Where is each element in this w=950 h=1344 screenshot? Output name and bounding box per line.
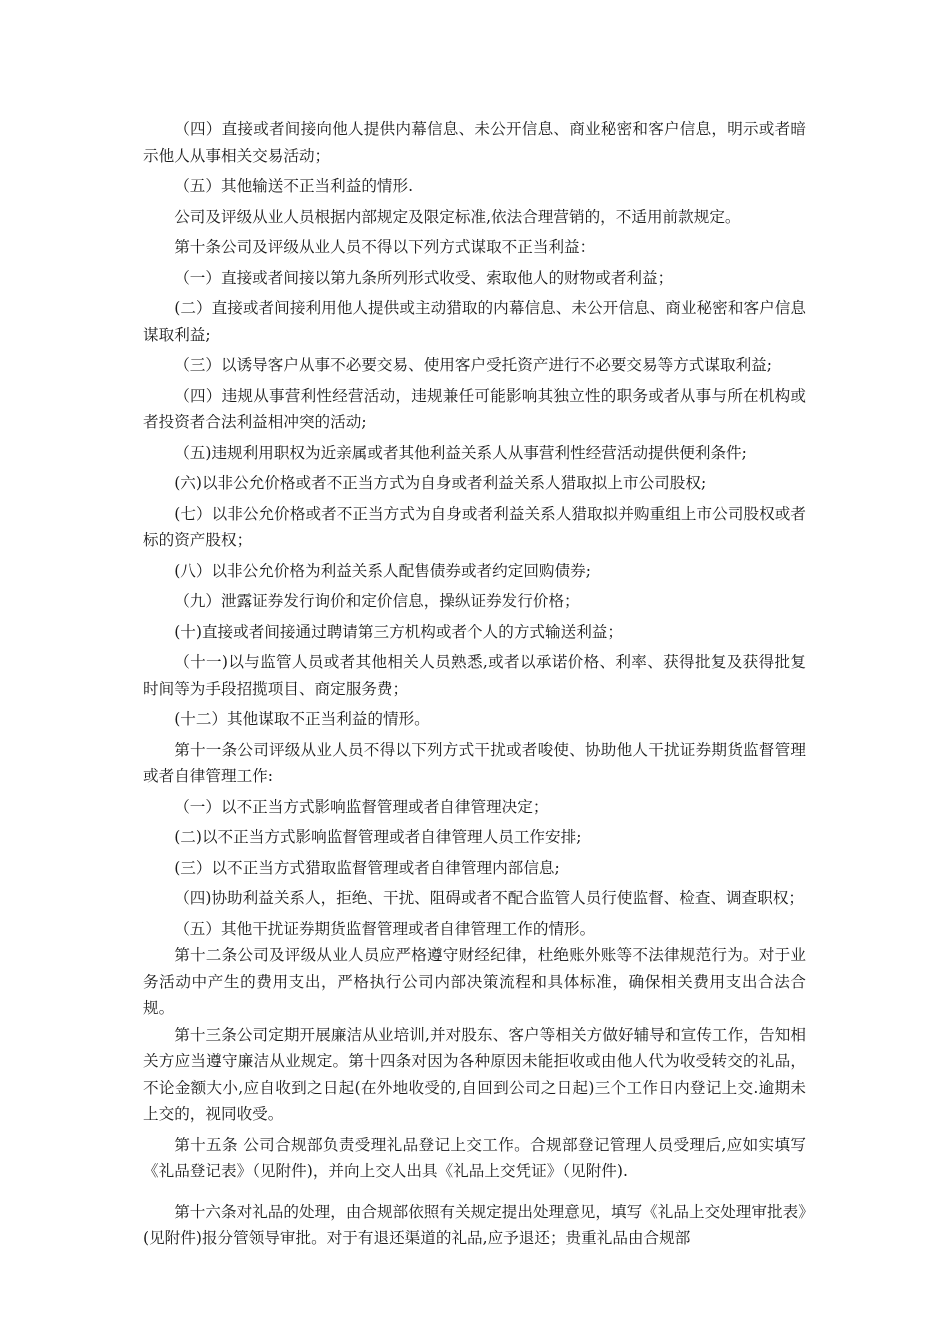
document-body — [143, 116, 806, 1256]
paragraph: （四）违规从事营利性经营活动，违规兼任可能影响其独立性的职务或者从事与所在机构或者投资者合法利益相冲突的活动; — [143, 386, 806, 431]
paragraph: 第十一条公司评级从业人员不得以下列方式干扰或者唆使、协助他人干扰证券期货监督管理或者自律管理工作: — [143, 740, 806, 785]
paragraph: (十二）其他谋取不正当利益的情形。 — [174, 710, 430, 728]
paragraph: (三）以不正当方式猎取监督管理或者自律管理内部信息; — [174, 858, 560, 877]
paragraph: (八）以非公允价格为利益关系人配售债券或者约定回购债券; — [174, 561, 591, 580]
paragraph: 公司及评级从业人员根据内部规定及限定标准,依法合理营销的，不适用前款规定。 — [174, 207, 741, 226]
paragraph: （九）泄露证券发行询价和定价信息，操纵证券发行价格； — [174, 592, 580, 610]
paragraph: 第十六条对礼品的处理，由合规部依照有关规定提出处理意见，填写《礼品上交处理审批表》(见附件)报分管领导审批。对于有退还渠道的礼品,应予退还；贵重礼品由合规部 — [143, 1202, 806, 1247]
paragraph: 第十条公司及评级从业人员不得以下列方式谋取不正当利益： — [174, 238, 596, 256]
paragraph: (十)直接或者间接通过聘请第三方机构或者个人的方式输送利益； — [174, 622, 623, 641]
paragraph: (七）以非公允价格或者不正当方式为自身或者利益关系人猎取拟并购重组上市公司股权或者标的资产股权； — [143, 504, 806, 549]
paragraph: 第十三条公司定期开展廉洁从业培训,并对股东、客户等相关方做好辅导和宣传工作，告知相关方应当遵守廉洁从业规定。第十四条对因为各种原因未能拒收或由他人代为收受转交的礼品，不论金额大小,应自收到之日起(在外地收受的,自回到公司之日起)三个工作日内登记上交.逾期未上交的，视同收受。 — [143, 1025, 806, 1123]
paragraph: （一）直接或者间接以第九条所列形式收受、索取他人的财物或者利益； — [174, 268, 674, 287]
paragraph: 第十五条 公司合规部负责受理礼品登记上交工作。合规部登记管理人员受理后,应如实填写《礼品登记表》（见附件)，并向上交人出具《礼品上交凭证》（见附件). — [143, 1135, 806, 1180]
paragraph: （五）其他干扰证券期货监督管理或者自律管理工作的情形。 — [174, 919, 596, 938]
paragraph: （五)违规利用职权为近亲属或者其他利益关系人从事营利性经营活动提供便利条件; — [174, 443, 747, 462]
paragraph: 第十二条公司及评级从业人员应严格遵守财经纪律，杜绝账外账等不法律规范行为。对于业务活动中产生的费用支出，严格执行公司内部决策流程和具体标准，确保相关费用支出合法合规。 — [143, 946, 806, 1017]
paragraph: (六)以非公允价格或者不正当方式为自身或者利益关系人猎取拟上市公司股权; — [174, 474, 707, 492]
paragraph: (二)以不正当方式影响监督管理或者自律管理人员工作安排; — [174, 828, 582, 846]
paragraph: （一）以不正当方式影响监督管理或者自律管理决定； — [174, 797, 549, 816]
paragraph: （四）直接或者间接向他人提供内幕信息、未公开信息、商业秘密和客户信息，明示或者暗示他人从事相关交易活动； — [143, 120, 806, 165]
paragraph: (二）直接或者间接利用他人提供或主动猎取的内幕信息、未公开信息、商业秘密和客户信息谋取利益; — [143, 299, 806, 344]
paragraph: （四)协助利益关系人，拒绝、干扰、阻碍或者不配合监管人员行使监督、检查、调查职权； — [174, 889, 805, 907]
paragraph: （五）其他输送不正当利益的情形. — [174, 177, 414, 195]
paragraph: （三）以诱导客户从事不必要交易、使用客户受托资产进行不必要交易等方式谋取利益; — [174, 356, 773, 374]
paragraph: （十一)以与监管人员或者其他相关人员熟悉,或者以承诺价格、利率、获得批复及获得批复时间等为手段招揽项目、商定服务费； — [143, 653, 806, 698]
